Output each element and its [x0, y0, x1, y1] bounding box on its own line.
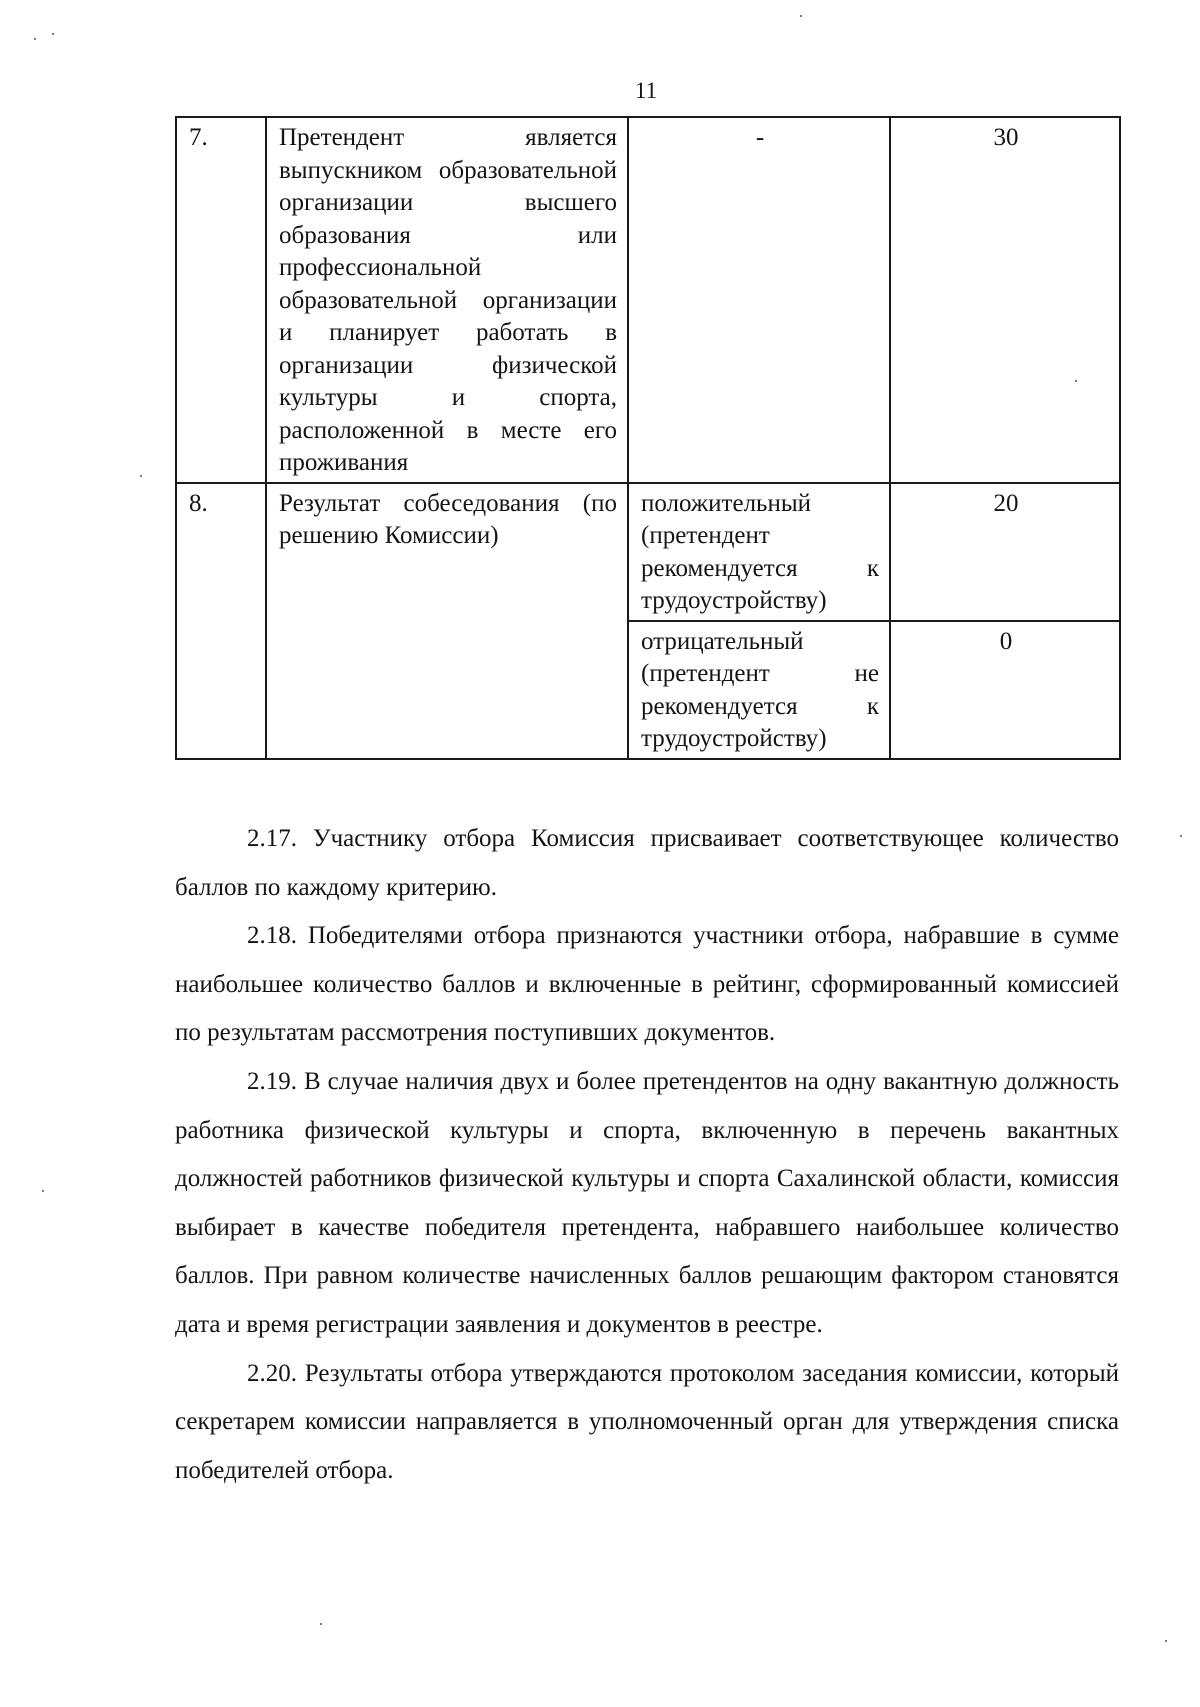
row-number: 7. [176, 117, 266, 483]
criterion-option: отрицательный (претендент не рекомендуется к трудоустройству) [628, 621, 890, 759]
criterion-score: 20 [890, 483, 1120, 621]
scan-speck [42, 1190, 44, 1192]
scan-speck [140, 475, 142, 477]
scan-speck [1180, 835, 1182, 837]
criterion-option: положительный (претендент рекомендуется к трудоустройству) [628, 483, 890, 621]
criteria-table [175, 116, 1121, 760]
paragraph-2-19: 2.19. В случае наличия двух и более претендентов на одну вакантную должность работника физической культуры и спорта, включенную в перечень вакантных должностей работников физической культуры и спорта Сахалинской области, комиссия выбирает в качестве победителя претендента, набравшего наибольшее количество баллов. При равном количестве начисленных баллов решающим фактором становятся дата и время регистрации заявления и документов в реестре. [175, 1067, 1119, 1338]
criterion-score: 0 [890, 621, 1120, 759]
scan-speck [1075, 380, 1077, 382]
page-number: 11 [634, 78, 658, 103]
scan-speck [1165, 1640, 1167, 1642]
paragraph-2-18: 2.18. Победителями отбора признаются участники отбора, набравшие в сумме наибольшее количество баллов и включенные в рейтинг, сформированный комиссией по результатам рассмотрения поступивших документов. [175, 922, 1119, 1047]
criterion-option: - [628, 117, 890, 483]
scan-speck [320, 1623, 322, 1625]
criterion-text: Претендент является выпускником образовательной организации высшего образования или профессиональной образовательной организации и планирует работать в организации физической культуры и спорта, расположенной в месте его проживания [266, 117, 628, 483]
criterion-score: 30 [890, 117, 1120, 483]
table-row [176, 483, 1120, 621]
row-number: 8. [176, 483, 266, 759]
criterion-text: Результат собеседования (по решению Комиссии) [266, 483, 628, 759]
paragraph-2-20: 2.20. Результаты отбора утверждаются протоколом заседания комиссии, который секретарем комиссии направляется в уполномоченный орган для утверждения списка победителей отбора. [175, 1359, 1119, 1484]
scan-speck [52, 33, 54, 35]
scan-speck [800, 15, 802, 17]
body-text [175, 815, 1119, 1495]
paragraph-2-17: 2.17. Участнику отбора Комиссия присваивает соответствующее количество баллов по каждому критерию. [175, 825, 1119, 901]
scan-speck [34, 38, 36, 40]
table-row [176, 117, 1120, 483]
